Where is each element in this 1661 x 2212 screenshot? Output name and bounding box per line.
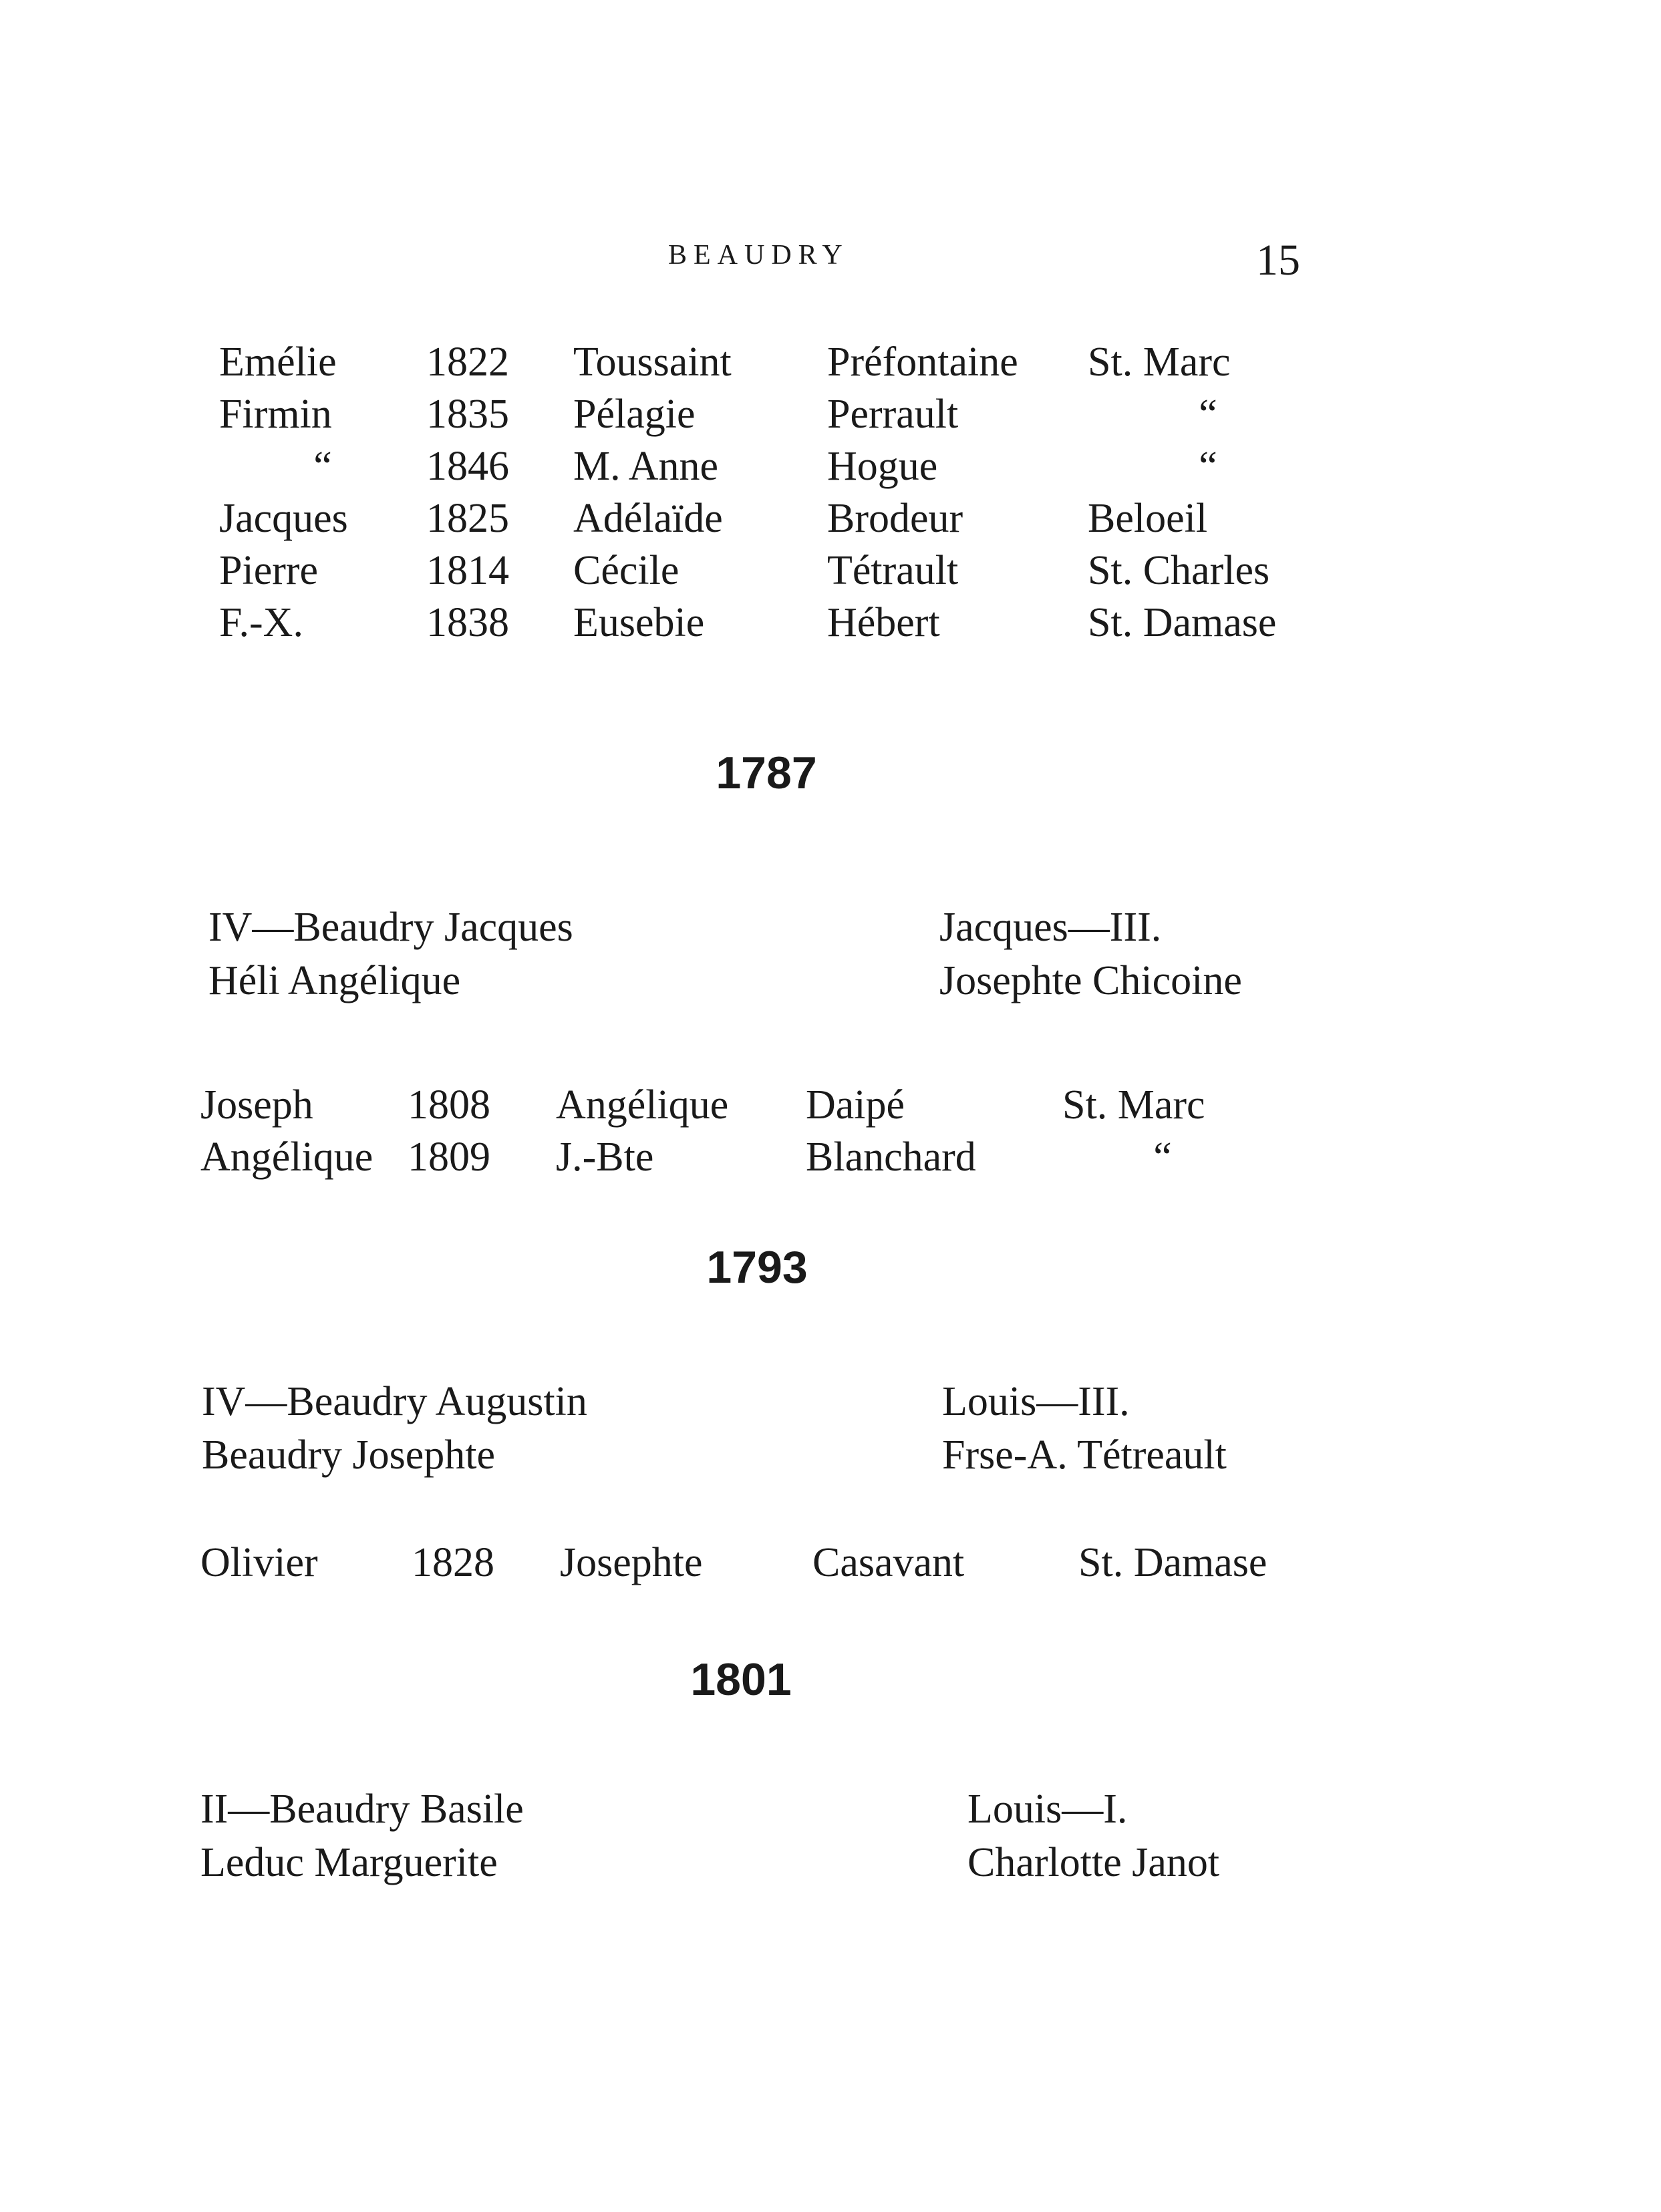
marriage-year: 1828 — [412, 1540, 494, 1585]
wife-parent: Frse-A. Tétreault — [942, 1432, 1227, 1478]
wife-parent: Josephte Chicoine — [939, 958, 1242, 1003]
wife-name: Héli Angélique — [208, 958, 461, 1003]
parish: St. Marc — [1088, 339, 1231, 385]
couple-names — [202, 1375, 587, 1482]
table-row — [200, 1079, 1263, 1131]
parish: “ — [1153, 1134, 1172, 1180]
spouse-surname: Daipé — [806, 1082, 905, 1128]
children-table — [200, 1537, 1306, 1589]
spouse-given-name: Cécile — [573, 548, 680, 593]
child-name: Joseph — [200, 1082, 313, 1128]
parish: Beloeil — [1088, 496, 1208, 541]
spouse-given-name: M. Anne — [573, 444, 718, 489]
table-row — [219, 544, 1328, 597]
marriage-year: 1814 — [426, 548, 509, 593]
husband-name: II—Beaudry Basile — [200, 1786, 524, 1832]
couple-entry — [200, 1782, 1336, 1896]
parish: “ — [1199, 391, 1217, 437]
child-name: “ — [313, 444, 332, 489]
child-name: Olivier — [200, 1540, 318, 1585]
spouse-given-name: Adélaïde — [573, 496, 723, 541]
parish: St. Damase — [1088, 600, 1277, 645]
child-name: Firmin — [219, 391, 332, 437]
parish: St. Damase — [1078, 1540, 1267, 1585]
wife-name: Beaudry Josephte — [202, 1432, 496, 1478]
couple-parents — [939, 901, 1242, 1007]
spouse-given-name: Pélagie — [573, 391, 696, 437]
year-heading: 1793 — [706, 1242, 808, 1293]
table-row — [200, 1537, 1306, 1589]
couple-entry — [208, 901, 1344, 1014]
table-row — [219, 336, 1328, 388]
spouse-surname: Casavant — [812, 1540, 965, 1585]
children-table — [200, 1079, 1263, 1183]
parish: St. Marc — [1062, 1082, 1205, 1128]
child-name: Pierre — [219, 548, 319, 593]
running-head — [0, 235, 1661, 285]
couple-parents — [967, 1782, 1219, 1889]
spouse-surname: Perrault — [827, 391, 959, 437]
husband-parent: Louis—III. — [942, 1379, 1130, 1424]
parish: “ — [1199, 444, 1217, 489]
year-heading: 1787 — [716, 748, 817, 798]
page-number: 15 — [1256, 236, 1300, 285]
marriage-year: 1808 — [408, 1082, 490, 1128]
spouse-given-name: Toussaint — [573, 339, 732, 385]
couple-names — [200, 1782, 524, 1889]
wife-parent: Charlotte Janot — [967, 1840, 1220, 1885]
marriage-year: 1822 — [426, 339, 509, 385]
spouse-given-name: J.-Bte — [556, 1134, 654, 1180]
spouse-given-name: Angélique — [556, 1082, 729, 1128]
couple-names — [208, 901, 573, 1007]
couple-entry — [202, 1375, 1338, 1488]
child-name: F.-X. — [219, 600, 303, 645]
husband-name: IV—Beaudry Augustin — [202, 1379, 587, 1424]
spouse-given-name: Eusebie — [573, 600, 705, 645]
marriage-year: 1825 — [426, 496, 509, 541]
marriage-year: 1835 — [426, 391, 509, 437]
wife-name: Leduc Marguerite — [200, 1840, 498, 1885]
child-name: Emélie — [219, 339, 337, 385]
spouse-surname: Hogue — [827, 444, 938, 489]
children-table-continued — [219, 336, 1328, 649]
spouse-surname: Brodeur — [827, 496, 963, 541]
spouse-surname: Hébert — [827, 600, 940, 645]
husband-parent: Louis—I. — [967, 1786, 1128, 1832]
couple-parents — [942, 1375, 1227, 1482]
parish: St. Charles — [1088, 548, 1270, 593]
running-title: BEAUDRY — [668, 240, 849, 271]
table-row — [219, 492, 1328, 544]
child-name: Angélique — [200, 1134, 373, 1180]
table-row — [219, 388, 1328, 440]
table-row — [219, 597, 1328, 649]
spouse-surname: Tétrault — [827, 548, 959, 593]
spouse-surname: Blanchard — [806, 1134, 976, 1180]
year-heading: 1801 — [690, 1654, 792, 1705]
table-row — [200, 1131, 1263, 1183]
spouse-given-name: Josephte — [560, 1540, 703, 1585]
husband-name: IV—Beaudry Jacques — [208, 905, 573, 950]
marriage-year: 1809 — [408, 1134, 490, 1180]
marriage-year: 1838 — [426, 600, 509, 645]
child-name: Jacques — [219, 496, 348, 541]
table-row — [219, 440, 1328, 492]
husband-parent: Jacques—III. — [939, 905, 1162, 950]
marriage-year: 1846 — [426, 444, 509, 489]
spouse-surname: Préfontaine — [827, 339, 1018, 385]
